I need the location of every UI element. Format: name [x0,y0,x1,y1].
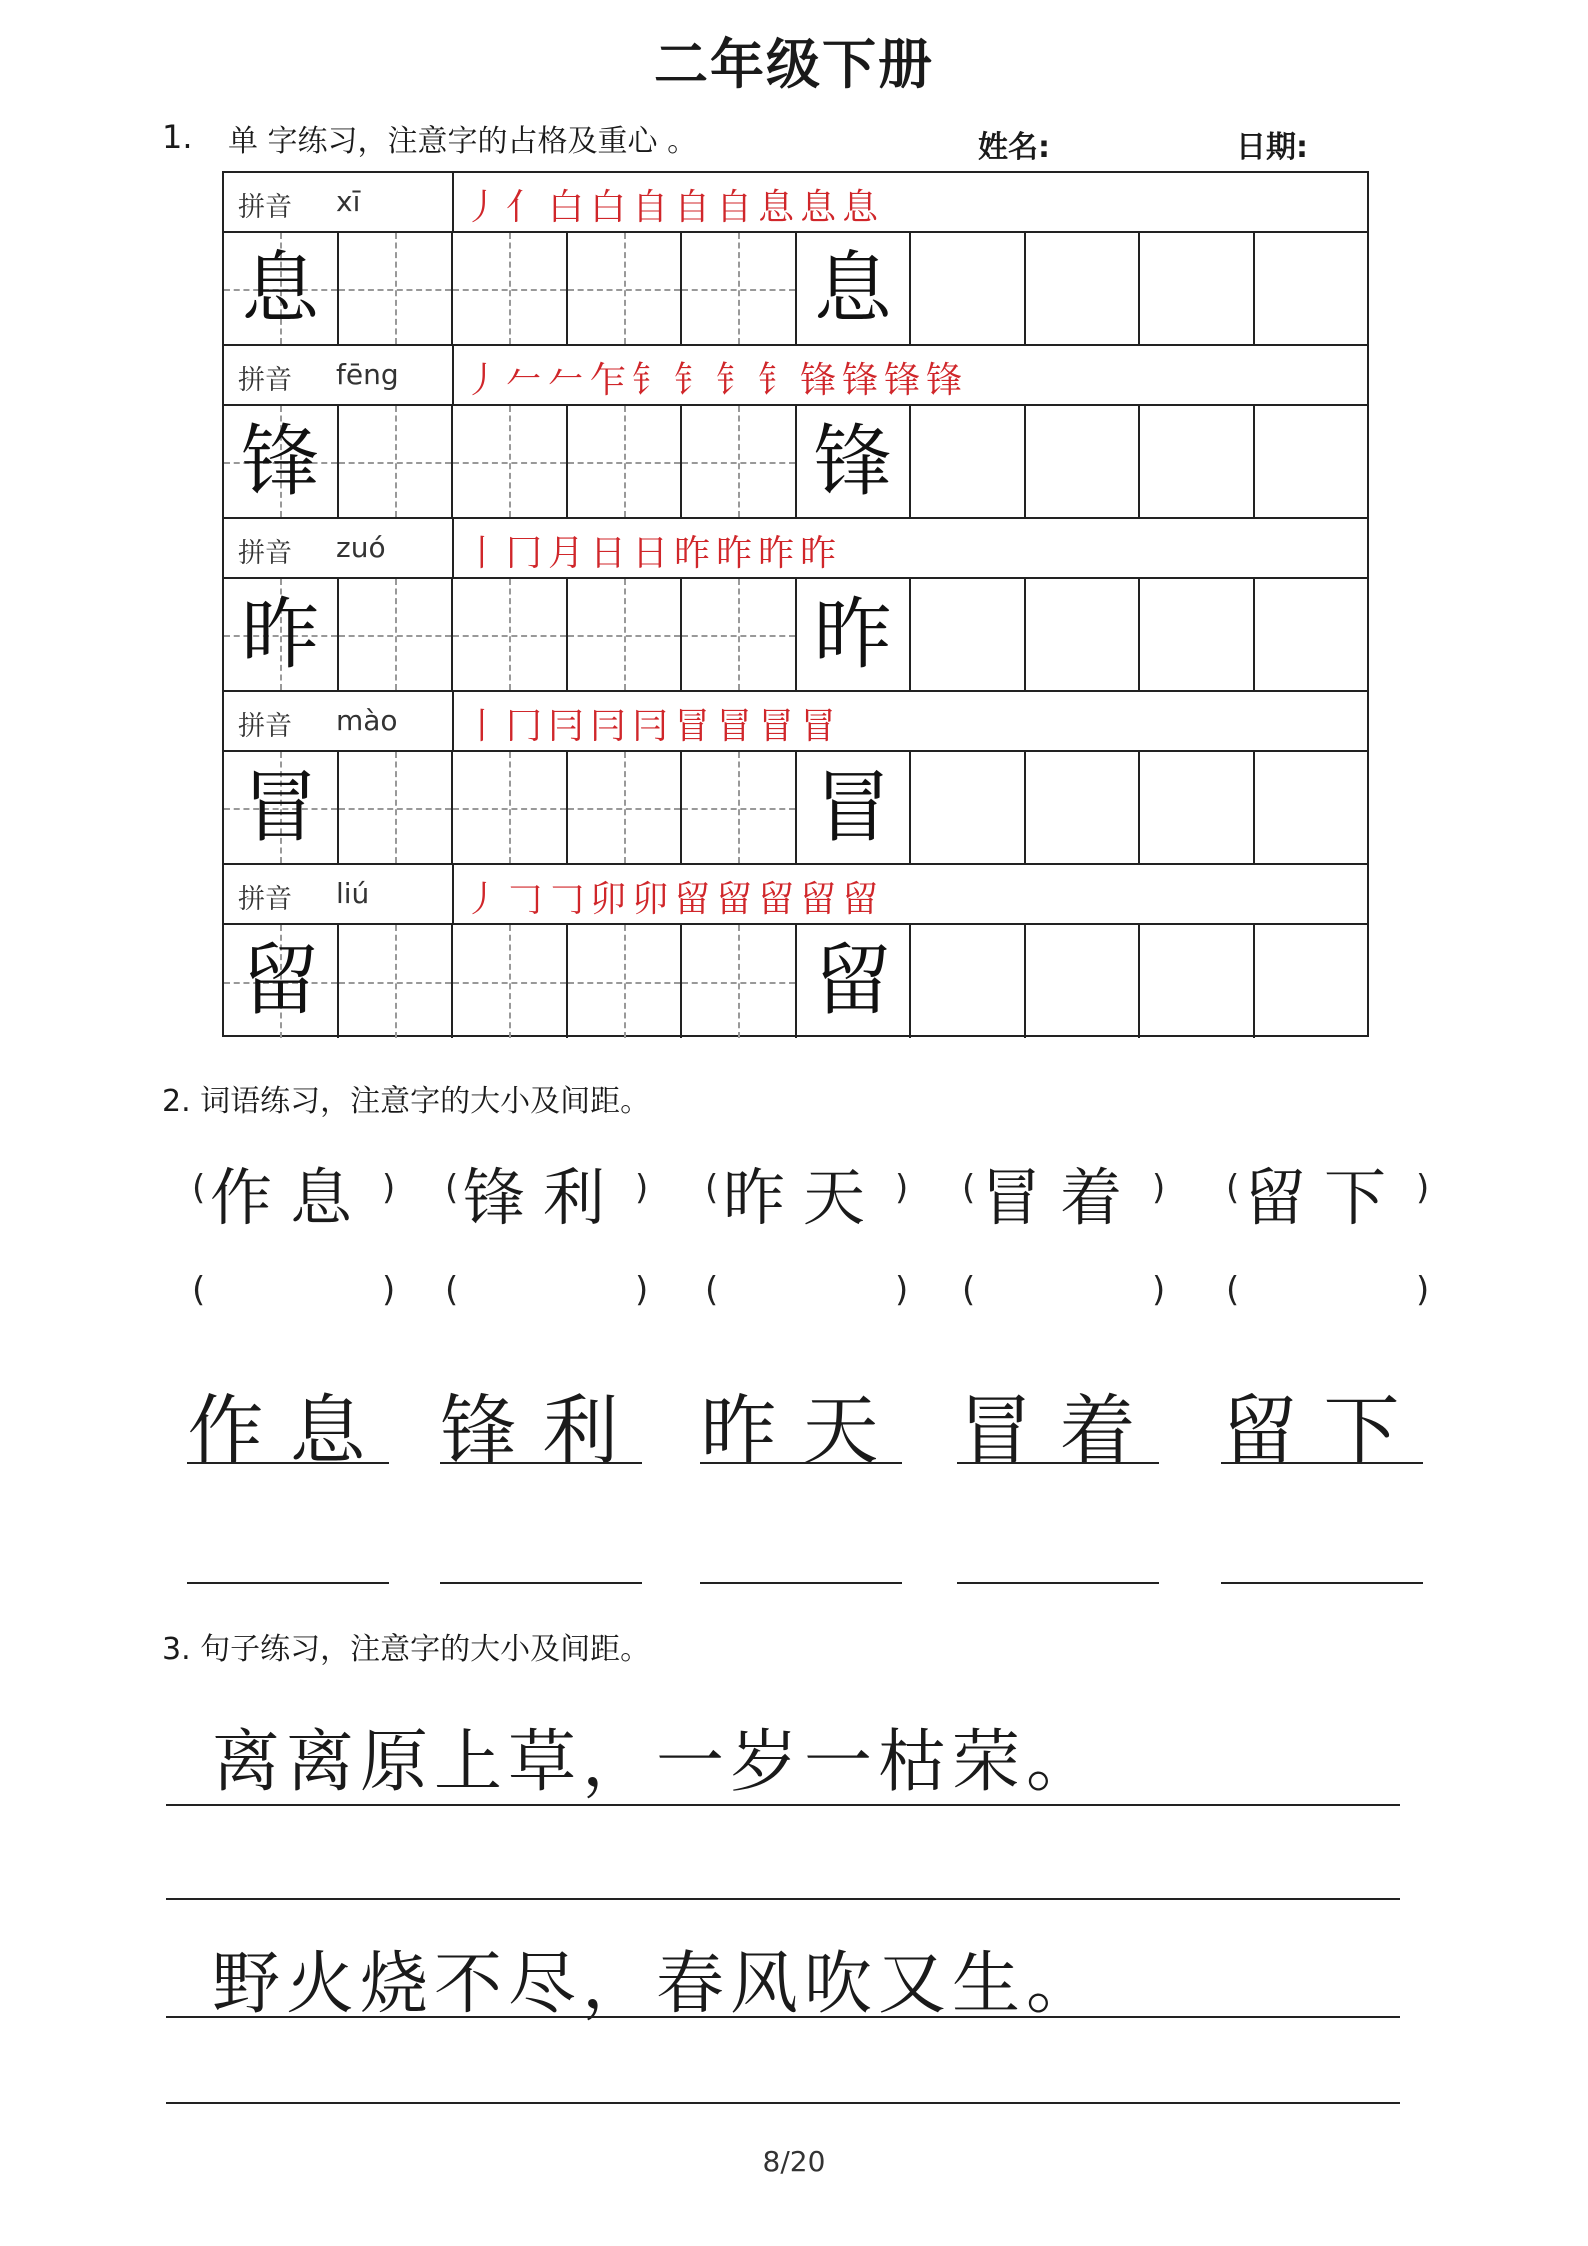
stroke-step: 冒 [716,706,759,747]
copy-character: 留 [813,936,892,1026]
sentence-writing-line[interactable] [166,2016,1400,2018]
stroke-step: 自 [632,187,675,228]
practice-cell[interactable] [339,752,454,863]
pinyin-value: mào [336,704,398,737]
sentence-writing-line[interactable] [166,1898,1400,1900]
word-sample: 昨天 [723,1161,884,1234]
practice-cell[interactable] [1140,925,1255,1038]
stroke-step: 冃 [632,706,675,747]
pinyin-value: fēng [336,358,399,391]
word-sample: 留下 [1244,1161,1405,1234]
stroke-step: 白 [548,187,591,228]
stroke-order [464,525,842,576]
section3-instruction: 3. 句子练习，注意字的大小及间距。 [162,1632,651,1667]
copy-character: 昨 [813,590,892,680]
cell-guide-horizontal [339,982,452,984]
stroke-step: 丿 [464,187,507,228]
stroke-step: 留 [716,879,759,920]
cell-guide-horizontal [453,635,566,637]
practice-cell[interactable] [339,233,454,344]
character-row [224,406,1367,519]
word-paren-open: ( [962,1168,976,1208]
word-writing-line[interactable] [957,1582,1159,1584]
character-row [224,752,1367,865]
stroke-step: 昨 [800,533,843,574]
stroke-step: 卯 [590,879,633,920]
practice-cell[interactable] [1255,579,1370,690]
word-paren-close: ) [1152,1168,1166,1208]
word-paren-open: ( [445,1168,459,1208]
stroke-step: 昨 [758,533,801,574]
cell-guide-horizontal [682,808,795,810]
practice-cell[interactable] [453,406,568,517]
word-paren-close: ) [382,1168,396,1208]
cell-guide-horizontal [568,635,681,637]
cell-guide-horizontal [568,462,681,464]
stroke-step: 锋 [800,360,843,401]
date-label: 日期: [1236,130,1308,165]
word-writing-line[interactable] [440,1582,642,1584]
word-writing-line[interactable] [700,1582,902,1584]
cell-guide-horizontal [682,462,795,464]
page-title: 二年级下册 [654,33,934,96]
stroke-order [464,871,884,922]
word-sample: 冒着 [980,1161,1141,1234]
cell-guide-horizontal [453,462,566,464]
pinyin-row [224,519,1367,579]
pinyin-paren-open: ( [445,1270,459,1310]
word-paren-close: ) [1416,1168,1430,1208]
stroke-step: 钅 [632,360,675,401]
word-trace: 昨天 [700,1386,905,1475]
practice-cell[interactable] [339,579,454,690]
copy-character: 冒 [813,763,892,853]
practice-cell[interactable] [682,579,797,690]
cell-guide-horizontal [339,635,452,637]
stroke-step: 自 [674,187,717,228]
model-character: 冒 [241,763,320,853]
cell-guide-horizontal [568,808,681,810]
character-row [224,233,1367,346]
stroke-order [464,352,968,403]
word-underline[interactable] [187,1462,389,1464]
word-paren-close: ) [635,1168,649,1208]
stroke-step: 丨 [464,533,507,574]
practice-cell[interactable] [1140,406,1255,517]
pinyin-paren-open: ( [962,1270,976,1310]
practice-cell[interactable] [224,233,339,344]
stroke-step: 冃 [590,706,633,747]
pinyin-label: 拼音 [238,711,292,742]
pinyin-paren-close: ) [1416,1270,1430,1310]
stroke-step: 𠃌 [548,879,591,920]
practice-cell[interactable] [911,406,1026,517]
sentence-sample: 离离原上草，一岁一枯荣。 [212,1723,1101,1802]
word-paren-open: ( [705,1168,719,1208]
cell-guide-horizontal [339,808,452,810]
practice-cell[interactable] [1026,579,1141,690]
pinyin-paren-open: ( [192,1270,206,1310]
practice-cell[interactable] [911,925,1026,1038]
word-trace: 作息 [187,1386,392,1475]
word-sample: 锋利 [463,1161,624,1234]
pinyin-paren-close: ) [895,1270,909,1310]
pinyin-label: 拼音 [238,884,292,915]
pinyin-row [224,692,1367,752]
practice-cell[interactable] [911,752,1026,863]
word-trace: 锋利 [440,1386,645,1475]
stroke-step: 钅 [674,360,717,401]
practice-cell[interactable] [1255,233,1370,344]
practice-cell[interactable] [682,925,797,1038]
practice-cell[interactable] [568,752,683,863]
stroke-step: 息 [842,187,885,228]
stroke-step: 白 [590,187,633,228]
stroke-step: 留 [842,879,885,920]
stroke-step: 丿 [464,360,507,401]
word-underline[interactable] [700,1462,902,1464]
practice-cell[interactable] [568,406,683,517]
practice-cell[interactable] [568,233,683,344]
stroke-step: 息 [800,187,843,228]
practice-cell[interactable] [682,233,797,344]
stroke-order [464,179,884,230]
word-trace: 冒着 [957,1386,1162,1475]
pinyin-paren-close: ) [1152,1270,1166,1310]
practice-cell[interactable] [224,925,339,1038]
stroke-step: 留 [800,879,843,920]
pinyin-value: liú [336,877,370,910]
cell-guide-horizontal [339,289,452,291]
pinyin-paren-open: ( [705,1270,719,1310]
pinyin-paren-close: ) [635,1270,649,1310]
character-practice-grid [222,171,1369,1037]
word-trace: 留下 [1221,1386,1426,1475]
stroke-step: 钅 [758,360,801,401]
practice-cell[interactable] [911,233,1026,344]
practice-cell[interactable] [1026,925,1141,1038]
pinyin-divider [452,346,454,404]
pinyin-label: 拼音 [238,365,292,396]
practice-cell[interactable] [339,925,454,1038]
practice-cell[interactable] [797,233,912,344]
pinyin-divider [452,692,454,750]
cell-guide-horizontal [682,635,795,637]
cell-guide-horizontal [453,808,566,810]
practice-cell[interactable] [453,752,568,863]
word-paren-close: ) [895,1168,909,1208]
model-character: 昨 [241,590,320,680]
stroke-step: 息 [758,187,801,228]
sentence-writing-line[interactable] [166,1804,1400,1806]
practice-cell[interactable] [797,752,912,863]
stroke-step: 锋 [926,360,969,401]
stroke-step: 冂 [506,533,549,574]
pinyin-value: xī [336,185,361,218]
word-underline[interactable] [957,1462,1159,1464]
practice-cell[interactable] [224,579,339,690]
cell-guide-horizontal [453,289,566,291]
character-row [224,579,1367,692]
stroke-step: 卯 [632,879,675,920]
stroke-step: 月 [548,533,591,574]
practice-cell[interactable] [911,579,1026,690]
page-number: 8/20 [762,2145,826,2178]
pinyin-label: 拼音 [238,192,292,223]
stroke-step: 日 [632,533,675,574]
stroke-step: 昨 [674,533,717,574]
pinyin-paren-open: ( [1226,1270,1240,1310]
stroke-step: 留 [758,879,801,920]
stroke-step: 锋 [842,360,885,401]
word-writing-line[interactable] [1221,1582,1423,1584]
practice-cell[interactable] [1140,233,1255,344]
copy-character: 息 [813,244,892,334]
practice-cell[interactable] [1026,752,1141,863]
practice-cell[interactable] [1255,925,1370,1038]
model-character: 留 [241,936,320,1026]
cell-guide-horizontal [339,462,452,464]
practice-cell[interactable] [224,406,339,517]
stroke-step: 锋 [884,360,927,401]
stroke-step: 日 [590,533,633,574]
practice-cell[interactable] [682,752,797,863]
stroke-step: 钅 [716,360,759,401]
stroke-step: 昨 [716,533,759,574]
stroke-step: 冒 [800,706,843,747]
cell-guide-horizontal [568,289,681,291]
practice-cell[interactable] [453,579,568,690]
stroke-step: 冒 [758,706,801,747]
character-row [224,925,1367,1038]
stroke-step: 乍 [590,360,633,401]
practice-cell[interactable] [568,925,683,1038]
practice-cell[interactable] [797,579,912,690]
practice-cell[interactable] [1255,406,1370,517]
practice-cell[interactable] [568,579,683,690]
cell-guide-horizontal [682,982,795,984]
practice-cell[interactable] [339,406,454,517]
stroke-step: 𠃌 [506,879,549,920]
pinyin-divider [452,865,454,923]
practice-cell[interactable] [453,233,568,344]
practice-cell[interactable] [1255,752,1370,863]
copy-character: 锋 [813,417,892,507]
section2-instruction: 2. 词语练习，注意字的大小及间距。 [162,1084,651,1119]
pinyin-label: 拼音 [238,538,292,569]
stroke-step: 冃 [548,706,591,747]
stroke-step: 丨 [464,706,507,747]
pinyin-row [224,173,1367,233]
sentence-writing-line[interactable] [166,2102,1400,2104]
word-sample: 作息 [210,1161,371,1234]
stroke-step: 自 [716,187,759,228]
sentence-sample: 野火烧不尽，春风吹又生。 [212,1945,1101,2024]
pinyin-divider [452,173,454,231]
practice-cell[interactable] [1140,579,1255,690]
practice-cell[interactable] [682,406,797,517]
name-label: 姓名: [978,130,1050,165]
cell-guide-horizontal [682,289,795,291]
word-paren-open: ( [1226,1168,1240,1208]
stroke-step: 留 [674,879,717,920]
pinyin-value: zuó [336,531,386,564]
model-character: 锋 [241,417,320,507]
section1-number: 1. [162,118,193,156]
practice-cell[interactable] [1026,233,1141,344]
word-paren-open: ( [192,1168,206,1208]
stroke-step: 冒 [674,706,717,747]
word-underline[interactable] [1221,1462,1423,1464]
word-writing-line[interactable] [187,1582,389,1584]
cell-guide-horizontal [568,982,681,984]
practice-cell[interactable] [797,925,912,1038]
model-character: 息 [241,244,320,334]
section1-instruction: 单 字练习，注意字的占格及重心 。 [228,124,698,159]
stroke-step: 𠂉 [506,360,549,401]
pinyin-paren-close: ) [382,1270,396,1310]
cell-guide-horizontal [453,982,566,984]
stroke-step: 亻 [506,187,549,228]
practice-cell[interactable] [1140,752,1255,863]
stroke-order [464,698,842,749]
practice-cell[interactable] [1026,406,1141,517]
practice-cell[interactable] [453,925,568,1038]
practice-cell[interactable] [797,406,912,517]
pinyin-divider [452,519,454,577]
stroke-step: 冂 [506,706,549,747]
stroke-step: 丿 [464,879,507,920]
word-underline[interactable] [440,1462,642,1464]
pinyin-row [224,346,1367,406]
practice-cell[interactable] [224,752,339,863]
pinyin-row [224,865,1367,925]
stroke-step: 𠂉 [548,360,591,401]
